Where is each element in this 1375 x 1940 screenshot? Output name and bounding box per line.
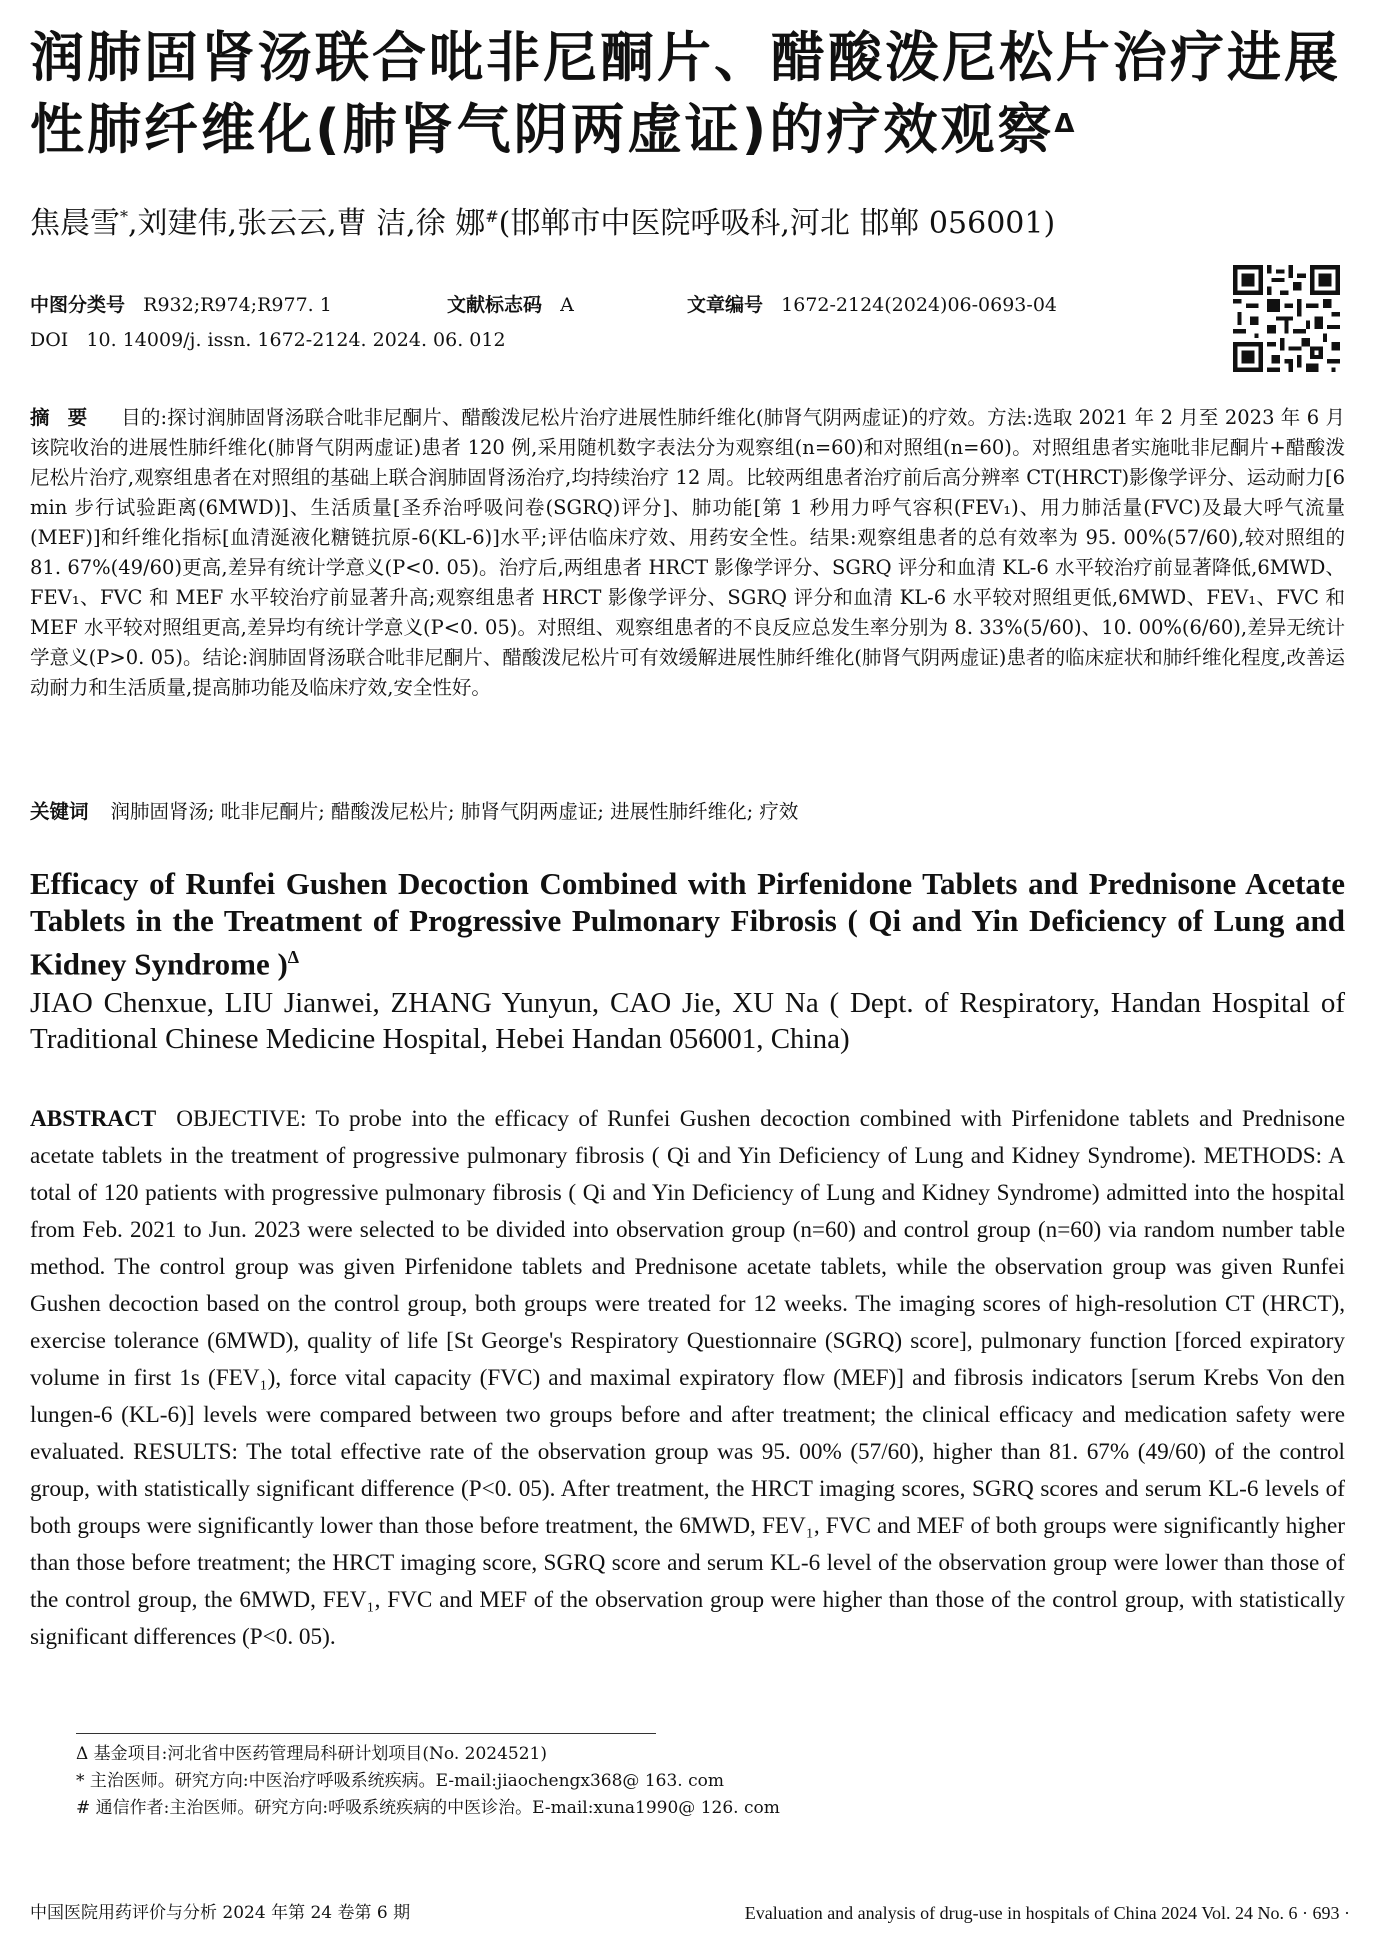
qr-code-icon[interactable] [1233, 265, 1340, 372]
other-authors: ,刘建伟,张云云,曹 洁,徐 娜 [128, 206, 486, 241]
page-footer [30, 1900, 1350, 1926]
footnotes [76, 1741, 1276, 1822]
clc-label: 中图分类号 [30, 294, 126, 316]
footnote-first-author: * 主治医师。研究方向:中医治疗呼吸系统疾病。E-mail:jiaochengx368@ 163. com [76, 1771, 724, 1791]
english-title-text: Efficacy of Runfei Gushen Decoction Combined with Pirfenidone Tablets and Prednisone Acetate Tablets in the Treatment of Progressive Pulmonary Fibrosis ( Qi and Yin Deficiency of Lung and Kidney Syndrome ) [30, 866, 1345, 982]
chinese-authors [30, 197, 1340, 244]
footer-journal-cn: 中国医院用药评价与分析 2024 年第 24 卷第 6 期 [30, 1903, 411, 1923]
clc-value: R932;R974;R977. 1 [143, 294, 332, 316]
chinese-abstract-text: 目的:探讨润肺固肾汤联合吡非尼酮片、醋酸泼尼松片治疗进展性肺纤维化(肺肾气阴两虚证)的疗效。方法:选取 2021 年 2 月至 2023 年 6 月该院收治的进展性肺纤维化(肺肾气阴两虚证)患者 120 例,采用随机数字表法分为观察组(n=60)和对照组(n=60)。对照组患者实施吡非尼酮片+醋酸泼尼松片治疗,观察组患者在对照组的基础上联合润肺固肾汤治疗,均持续治疗 12 周。比较两组患者治疗前后高分辨率 CT(HRCT)影像学评分、运动耐力[6 min 步行试验距离(6MWD)]、生活质量[圣乔治呼吸问卷(SGRQ)评分]、肺功能[第 1 秒用力呼气容积(FEV₁)、用力肺活量(FVC)及最大呼气流量(MEF)]和纤维化指标[血清涎液化糖链抗原-6(KL-6)]水平;评估临床疗效、用药安全性。结果:观察组患者的总有效率为 95. 00%(57/60),较对照组的 81. 67%(49/60)更高,差异有统计学意义(P<0. 05)。治疗后,两组患者 HRCT 影像学评分、SGRQ 评分和血清 KL-6 水平较治疗前显著降低,6MWD、FEV₁、FVC 和 MEF 水平较治疗前显著升高;观察组患者 HRCT 影像学评分、SGRQ 评分和血清 KL-6 水平较对照组更低,6MWD、FEV₁、FVC 和 MEF 水平较对照组更高,差异均有统计学意义(P<0. 05)。对照组、观察组患者的不良反应总发生率分别为 8. 33%(5/60)、10. 00%(6/60),差异无统计学意义(P>0. 05)。结论:润肺固肾汤联合吡非尼酮片、醋酸泼尼松片可有效缓解进展性肺纤维化(肺肾气阴两虚证)患者的临床症状和肺纤维化程度,改善运动耐力和生活质量,提高肺功能及临床疗效,安全性好。 [30, 406, 1345, 699]
english-abstract [30, 1101, 1345, 1656]
title-fund-mark: Δ [1054, 109, 1078, 139]
clc-field [30, 293, 332, 317]
footer-journal-en: Evaluation and analysis of drug-use in hospitals of China 2024 Vol. 24 No. 6 · 693 · [744, 1903, 1350, 1923]
author-affiliation: (邯郸市中医院呼吸科,河北 邯郸 056001) [498, 206, 1056, 241]
doc-code-field [447, 293, 574, 317]
first-author: 焦晨雪 [30, 206, 120, 241]
chinese-title [30, 22, 1350, 166]
article-number-field [687, 293, 1057, 317]
english-abstract-text: OBJECTIVE: To probe into the efficacy of Runfei Gushen decoction combined with Pirfenidone tablets and Prednisone acetate tablets in the treatment of progressive pulmonary fibrosis ( Qi and Yin Deficiency of Lung and Kidney Syndrome). METHODS: A total of 120 patients with progressive pulmonary fibrosis ( Qi and Yin Deficiency of Lung and Kidney Syndrome) admitted into the hospital from Feb. 2021 to Jun. 2023 were selected to be divided into observation group (n=60) and control group (n=60) via random number table method. The control group was given Pirfenidone tablets and Prednisone acetate tablets, while the observation group was given Runfei Gushen decoction based on the control group, both groups were treated for 12 weeks. The imaging scores of high-resolution CT (HRCT), exercise tolerance (6MWD), quality of life [St George's Respiratory Questionnaire (SGRQ) score], pulmonary function [forced expiratory volume in first 1s (FEV₁), force vital capacity (FVC) and maximal expiratory flow (MEF)] and fibrosis indicators [serum Krebs Von den lungen-6 (KL-6)] levels were compared between two groups before and after treatment; the clinical efficacy and medication safety were evaluated. RESULTS: The total effective rate of the observation group was 95. 00% (57/60), higher than 81. 67% (49/60) of the control group, with statistically significant difference (P<0. 05). After treatment, the HRCT imaging scores, SGRQ scores and serum KL-6 levels of both groups were significantly lower than those before treatment, the 6MWD, FEV₁, FVC and MEF of both groups were significantly higher than those before treatment; the HRCT imaging score, SGRQ score and serum KL-6 level of the observation group were lower than those of the control group, the 6MWD, FEV₁, FVC and MEF of the observation group were higher than those of the control group, with statistically significant differences (P<0. 05). [30, 1106, 1345, 1650]
article-number-label: 文章编号 [687, 294, 764, 316]
doi-label: DOI [30, 329, 69, 351]
chinese-title-text: 润肺固肾汤联合吡非尼酮片、醋酸泼尼松片治疗进展性肺纤维化(肺肾气阴两虚证)的疗效观察 [30, 26, 1341, 161]
doi-line [30, 328, 506, 352]
chinese-keywords [30, 797, 1345, 827]
doc-code-value: A [560, 294, 574, 316]
doc-code-label: 文献标志码 [447, 294, 543, 316]
first-author-mark: * [120, 207, 128, 226]
english-title [30, 865, 1345, 982]
english-authors: JIAO Chenxue, LIU Jianwei, ZHANG Yunyun, CAO Jie, XU Na ( Dept. of Respiratory, Handan Hospital of Traditional Chinese Medicine Hospital, Hebei Handan 056001, China) [30, 987, 1345, 1055]
footnote-funding: Δ 基金项目:河北省中医药管理局科研计划项目(No. 2024521) [76, 1744, 548, 1764]
footnote-corresponding-author: # 通信作者:主治医师。研究方向:呼吸系统疾病的中医诊治。E-mail:xuna1990@ 126. com [76, 1798, 780, 1818]
chinese-keywords-label: 关键词 [30, 800, 89, 823]
doi-value: 10. 14009/j. issn. 1672-2124. 2024. 06. 012 [86, 329, 506, 351]
article-number-value: 1672-2124(2024)06-0693-04 [781, 294, 1057, 316]
corresponding-author-mark: # [485, 207, 499, 226]
english-abstract-label: ABSTRACT [30, 1106, 157, 1132]
chinese-keywords-text: 润肺固肾汤; 吡非尼酮片; 醋酸泼尼松片; 肺肾气阴两虚证; 进展性肺纤维化; 疗效 [110, 800, 799, 823]
footnote-divider [76, 1733, 656, 1734]
english-title-fund-mark: Δ [287, 947, 300, 967]
chinese-abstract-label: 摘要 [30, 406, 106, 429]
chinese-abstract [30, 403, 1345, 703]
